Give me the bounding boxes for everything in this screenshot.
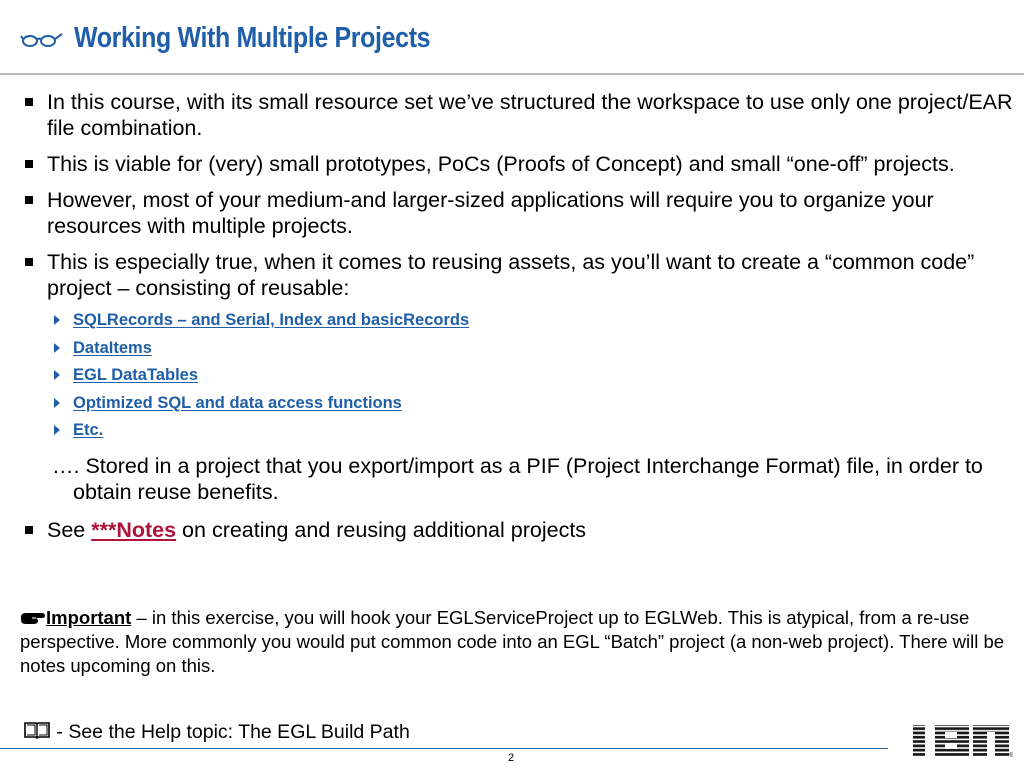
sub-item-label: EGL DataTables	[73, 366, 199, 384]
sub-item	[20, 310, 1020, 330]
important-label: Important	[46, 607, 132, 628]
sub-item	[20, 338, 1020, 358]
see-notes-suffix: on creating and reusing additional projects	[176, 518, 587, 542]
bullet-text: In this course, with its small resource set we’ve structured the workspace to use only one project/EAR file combination.	[47, 90, 1013, 140]
triangle-bullet-icon	[54, 425, 60, 435]
bullet-text: This is especially true, when it comes to reusing assets, as you’ll want to create a “common code” project – consisting of reusable:	[47, 250, 975, 300]
sub-item-label: Etc.	[73, 421, 104, 439]
sub-item-label: Optimized SQL and data access functions	[73, 393, 402, 412]
sub-item	[20, 393, 1020, 413]
triangle-bullet-icon	[54, 315, 60, 325]
important-text: – in this exercise, you will hook your EGLServiceProject up to EGLWeb. This is atypical, from a re-use perspective. More commonly you would put common code into an EGL “Batch” project (a non-web project). There will be notes upcoming on this.	[20, 607, 1005, 676]
slide-title: Working With Multiple Projects	[74, 22, 431, 54]
sub-item	[20, 365, 1020, 385]
square-bullet-icon	[25, 196, 33, 204]
bullet-item-see-notes	[20, 517, 1020, 543]
page-number: 2	[508, 752, 515, 764]
see-notes-prefix: See	[47, 518, 92, 542]
bullet-item	[20, 89, 1020, 141]
notes-link[interactable]: ***Notes	[91, 518, 177, 542]
stored-text: …. Stored in a project that you export/import as a PIF (Project Interchange Format) file, in order to obtain reuse benefits.	[52, 454, 983, 504]
help-text: - See the Help topic: The EGL Build Path	[51, 721, 410, 743]
square-bullet-icon	[25, 258, 33, 266]
bullet-item	[20, 187, 1020, 239]
sub-item-label: DataItems	[73, 338, 152, 357]
bullet-item	[20, 249, 1020, 301]
square-bullet-icon	[25, 526, 33, 534]
bullet-text: However, most of your medium-and larger-sized applications will require you to organize your resources with multiple projects.	[47, 188, 934, 238]
book-icon	[23, 720, 51, 740]
triangle-bullet-icon	[54, 343, 60, 353]
svg-text:®: ®	[1009, 753, 1013, 759]
ibm-logo	[905, 723, 1013, 763]
title-bar	[0, 0, 1024, 72]
footer-divider	[0, 748, 888, 749]
glasses-icon	[20, 30, 64, 50]
sub-item	[20, 420, 1020, 440]
square-bullet-icon	[25, 98, 33, 106]
title-divider	[0, 73, 1024, 75]
important-note	[20, 606, 1010, 678]
slide-content	[20, 89, 1020, 553]
bullet-item	[20, 151, 1020, 177]
bullet-text: This is viable for (very) small prototypes, PoCs (Proofs of Concept) and small “one-off” projects.	[47, 152, 955, 176]
triangle-bullet-icon	[54, 398, 60, 408]
help-topic	[23, 720, 410, 744]
square-bullet-icon	[25, 160, 33, 168]
triangle-bullet-icon	[54, 370, 60, 380]
pointing-hand-icon	[20, 611, 46, 625]
sub-item-label: SQLRecords – and Serial, Index and basicRecords	[73, 311, 470, 329]
